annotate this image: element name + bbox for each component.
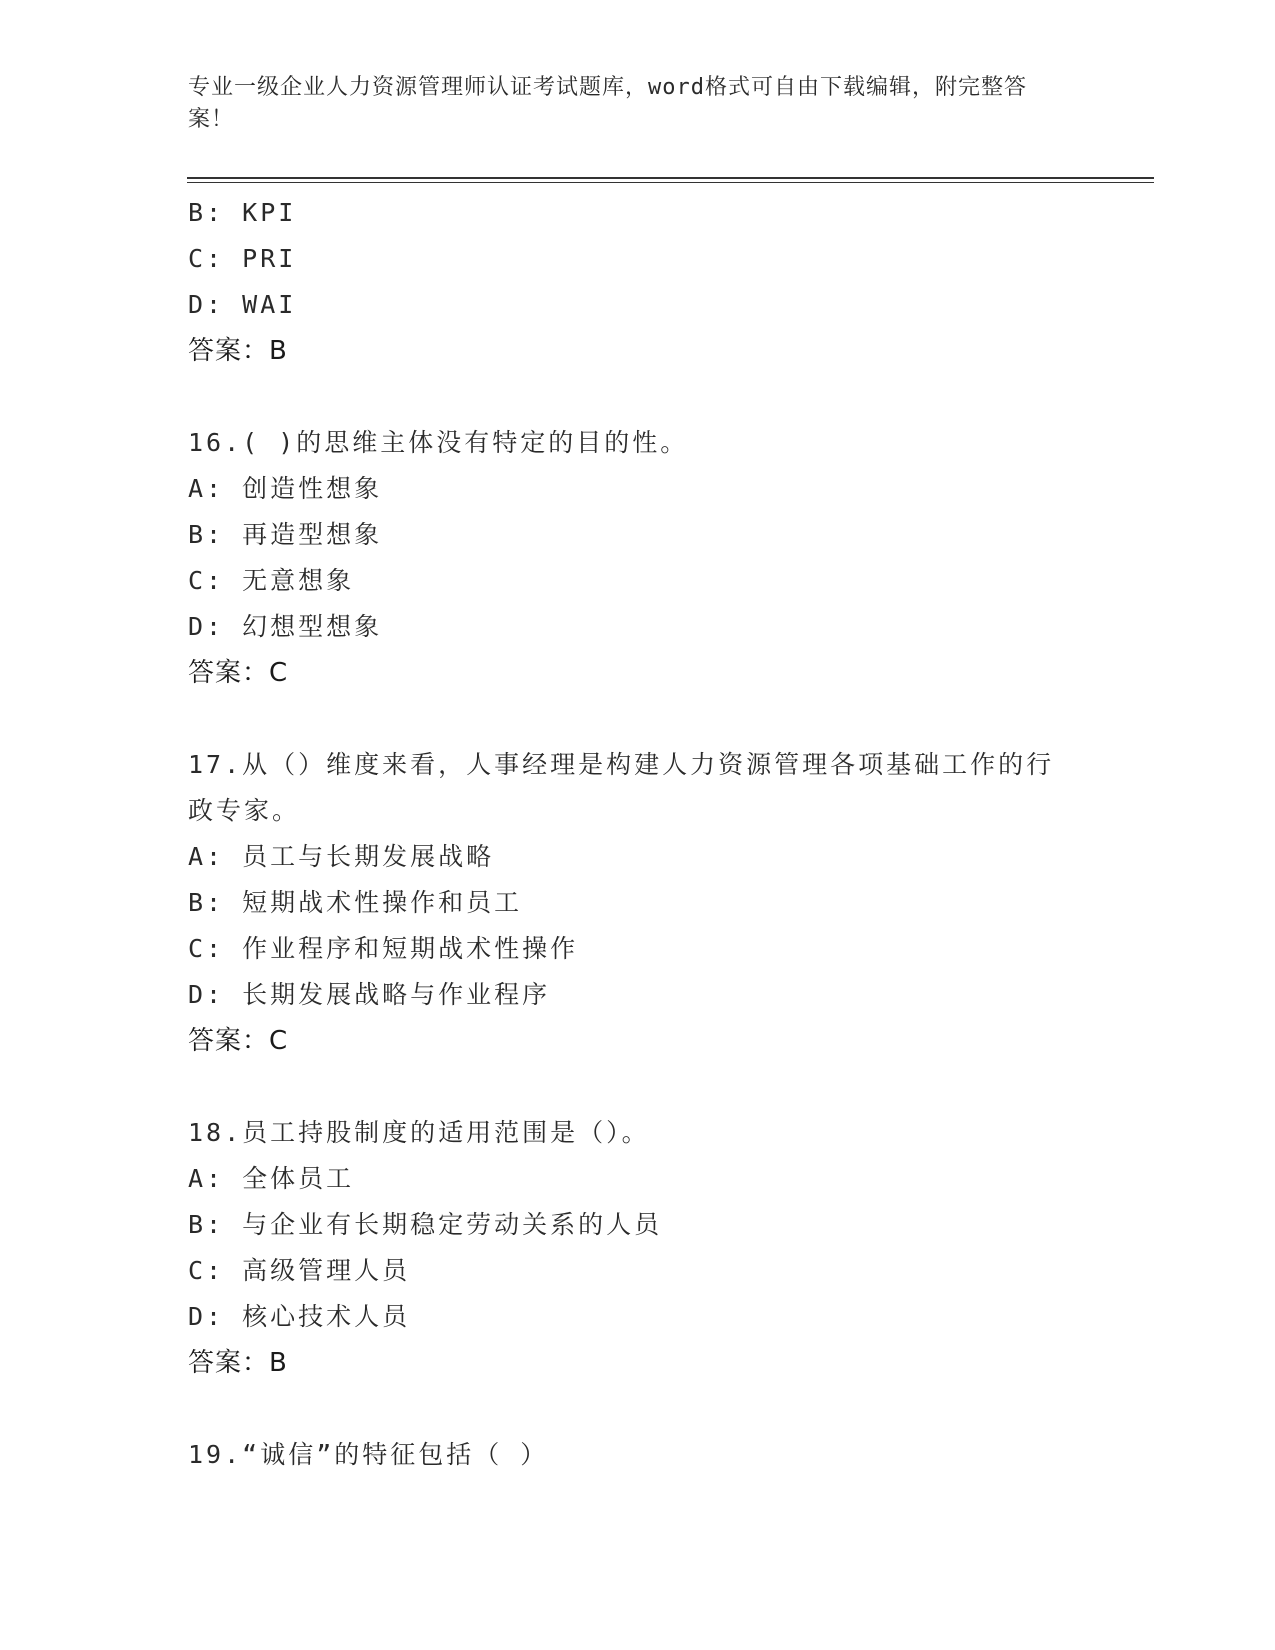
- option-a: A: 创造性想象: [188, 474, 383, 503]
- question-stem: 19.“诚信”的特征包括（ ）: [188, 1440, 549, 1469]
- option-b: B: 与企业有长期稳定劳动关系的人员: [188, 1210, 663, 1239]
- question-stem-line-2: 政专家。: [188, 796, 301, 825]
- option-d: D: WAI: [188, 290, 297, 319]
- option-b: B: 短期战术性操作和员工: [188, 888, 523, 917]
- spacer: [188, 1064, 1088, 1110]
- answer-line: 答案：B: [188, 336, 288, 366]
- option-d: D: 长期发展战略与作业程序: [188, 980, 551, 1009]
- previous-question-tail: [188, 190, 1088, 374]
- question-stem-line-1: 17.从（）维度来看，人事经理是构建人力资源管理各项基础工作的行: [188, 750, 1055, 779]
- header-rule-thick: [187, 177, 1154, 179]
- option-c: C: 高级管理人员: [188, 1256, 411, 1285]
- option-b: B: KPI: [188, 198, 297, 227]
- question-stem: 18.员工持股制度的适用范围是（）。: [188, 1118, 650, 1147]
- question-17: [188, 742, 1088, 1064]
- option-a: A: 全体员工: [188, 1164, 355, 1193]
- question-list: [188, 190, 1088, 1478]
- question-16: [188, 420, 1088, 696]
- spacer: [188, 1386, 1088, 1432]
- question-19: [188, 1432, 1088, 1478]
- option-a: A: 员工与长期发展战略: [188, 842, 495, 871]
- spacer: [188, 696, 1088, 742]
- option-c: C: 作业程序和短期战术性操作: [188, 934, 579, 963]
- option-b: B: 再造型想象: [188, 520, 383, 549]
- option-d: D: 核心技术人员: [188, 1302, 411, 1331]
- question-stem: 16.( )的思维主体没有特定的目的性。: [188, 428, 689, 457]
- answer-line: 答案：C: [188, 1026, 289, 1056]
- header-rule-thin: [187, 182, 1154, 183]
- option-c: C: PRI: [188, 244, 297, 273]
- option-c: C: 无意想象: [188, 566, 355, 595]
- option-d: D: 幻想型想象: [188, 612, 383, 641]
- answer-line: 答案：B: [188, 1348, 288, 1378]
- question-18: [188, 1110, 1088, 1386]
- answer-line: 答案：C: [188, 658, 289, 688]
- document-header: 专业一级企业人力资源管理师认证考试题库，word格式可自由下载编辑，附完整答案！: [188, 75, 1027, 132]
- spacer: [188, 374, 1088, 420]
